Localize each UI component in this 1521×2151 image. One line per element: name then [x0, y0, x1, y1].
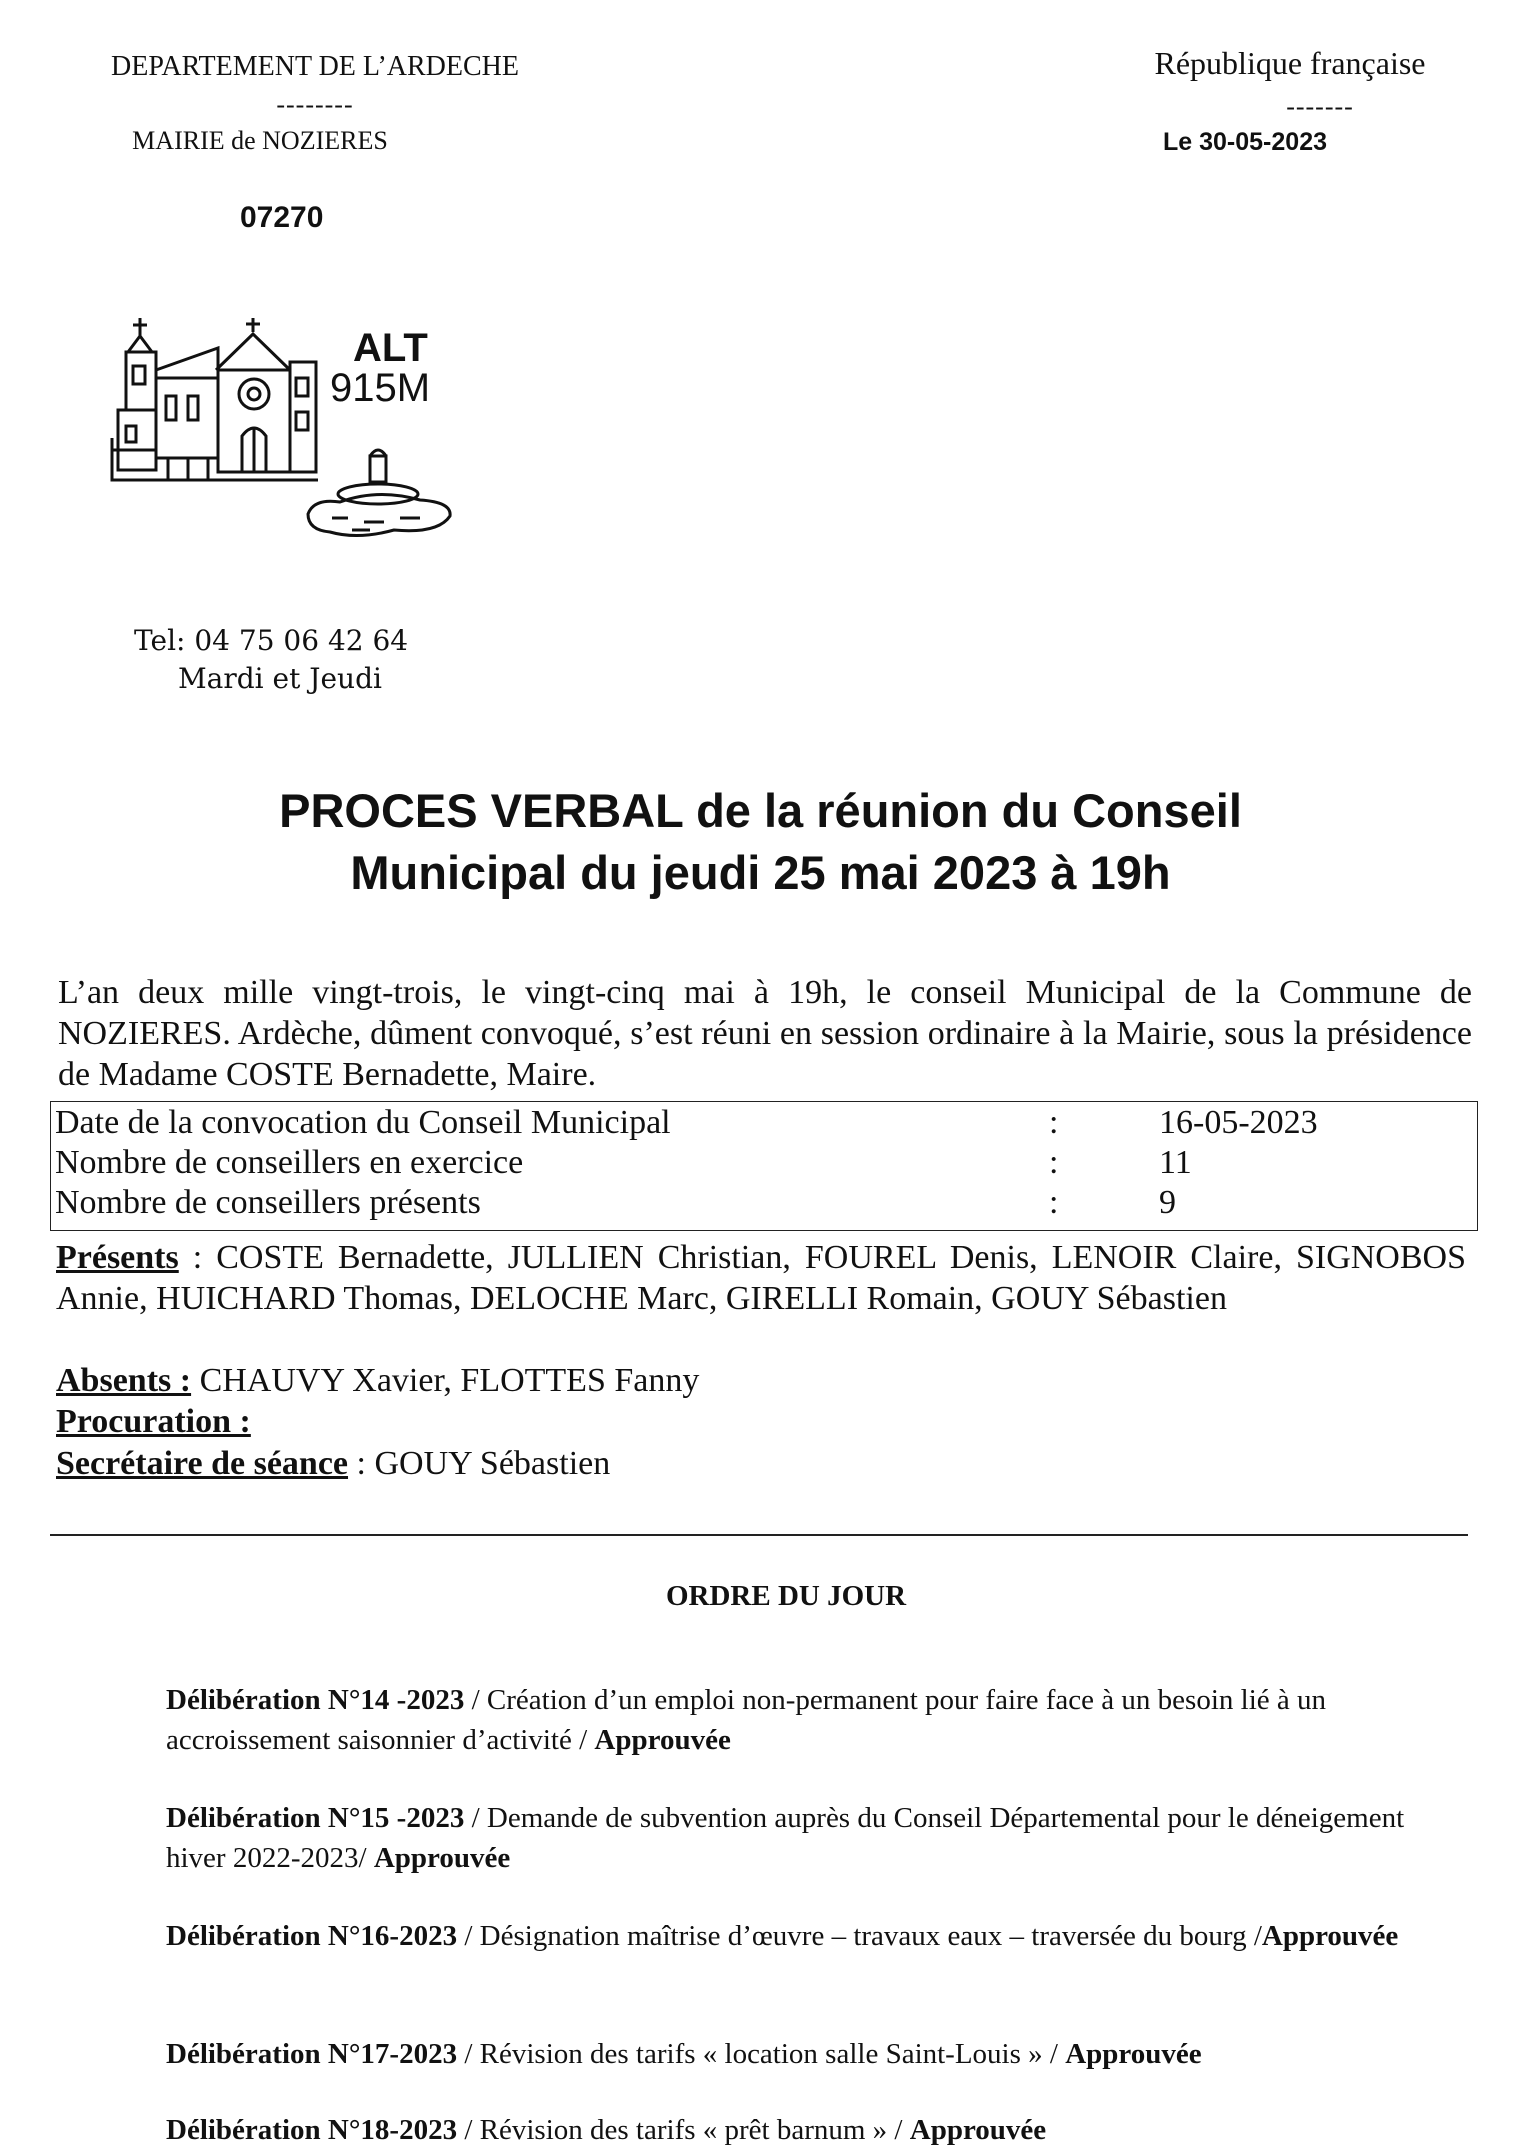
secretaire-label: Secrétaire de séance	[56, 1445, 349, 1482]
agenda-item-14	[166, 1680, 1431, 1760]
presents-separator: :	[178, 1239, 217, 1276]
agenda-item-ref: Délibération N°14 -2023	[166, 1684, 465, 1716]
mairie-name: MAIRIE de NOZIERES	[132, 126, 388, 155]
telephone: Tel: 04 75 06 42 64	[134, 624, 409, 657]
agenda-item-status: Approuvée	[594, 1724, 731, 1756]
convocation-table-box	[50, 1101, 1478, 1231]
agenda-item-ref: Délibération N°15 -2023	[166, 1802, 465, 1834]
postal-code: 07270	[240, 201, 324, 234]
title-line-2: Municipal du jeudi 25 mai 2023 à 19h	[350, 846, 1171, 899]
agenda-item-text: / Demande de subvention auprès du Conseil Départemental pour le déneigement hiver 2022-2023/	[166, 1802, 1405, 1874]
table-row	[51, 1143, 1318, 1183]
agenda-heading: ORDRE DU JOUR	[665, 1580, 907, 1612]
village-logo	[108, 308, 468, 540]
procuration-label: Procuration :	[56, 1403, 251, 1440]
agenda-item-text: / Révision des tarifs « prêt barnum » /	[457, 2114, 910, 2146]
conseillers-exercice-sep: :	[1049, 1144, 1059, 1181]
conseillers-presents-sep: :	[1049, 1184, 1059, 1221]
absents-line	[56, 1360, 1466, 1401]
procuration-line	[56, 1401, 1466, 1442]
page-title	[40, 780, 1481, 904]
agenda-item-status: Approuvée	[1261, 1920, 1399, 1952]
header-left-separator: --------	[276, 90, 354, 119]
agenda-item-text: / Désignation maîtrise d’œuvre – travaux eaux – traversée du bourg /	[457, 1920, 1262, 1952]
agenda-item-ref: Délibération N°18-2023	[166, 2114, 458, 2146]
table-row	[51, 1183, 1318, 1223]
agenda-item-status: Approuvée	[1065, 2038, 1202, 2070]
agenda-item-status: Approuvée	[909, 2114, 1047, 2146]
republic-label: République française	[1154, 45, 1426, 81]
agenda-item-15	[166, 1798, 1406, 1878]
title-line-1: PROCES VERBAL de la réunion du Conseil	[279, 784, 1242, 837]
presents-paragraph	[56, 1237, 1466, 1319]
document-date: Le 30-05-2023	[1163, 128, 1328, 156]
conseillers-presents-label: Nombre de conseillers présents	[55, 1184, 481, 1221]
table-row	[51, 1103, 1318, 1143]
agenda-item-text: / Création d’un emploi non-permanent pour faire face à un besoin lié à un accroissement saisonnier d’activité /	[166, 1684, 1326, 1756]
convocation-table	[51, 1103, 1318, 1223]
conseillers-exercice-label: Nombre de conseillers en exercice	[55, 1144, 524, 1181]
section-divider	[50, 1534, 1468, 1536]
altitude-label: ALT	[353, 326, 428, 370]
agenda-item-text: / Révision des tarifs « location salle Saint-Louis » /	[457, 2038, 1066, 2070]
agenda-item-status: Approuvée	[373, 1842, 511, 1874]
agenda-item-16	[166, 1916, 1406, 1956]
convocation-value: 16-05-2023	[1159, 1104, 1318, 1141]
header-right-separator: -------	[1286, 92, 1354, 121]
conseillers-presents-value: 9	[1159, 1184, 1176, 1221]
agenda-item-17	[166, 2034, 1431, 2074]
altitude-value: 915M	[330, 366, 431, 410]
absents-list: CHAUVY Xavier, FLOTTES Fanny	[191, 1362, 700, 1399]
opening-days: Mardi et Jeudi	[178, 662, 382, 695]
intro-paragraph: L’an deux mille vingt-trois, le vingt-cinq mai à 19h, le conseil Municipal de la Commune de NOZIERES. Ardèche, dûment convoqué, s’est réuni en session ordinaire à la Mairie, sous la présidence de Madame COSTE Bernadette, Maire.	[58, 974, 1472, 1093]
conseillers-exercice-value: 11	[1159, 1144, 1192, 1181]
secretaire-name: : GOUY Sébastien	[348, 1445, 611, 1482]
agenda-item-18	[166, 2110, 1431, 2150]
department-name: DEPARTEMENT DE L’ARDECHE	[111, 51, 519, 82]
agenda-item-ref: Délibération N°16-2023	[166, 1920, 458, 1952]
absents-label: Absents :	[56, 1362, 192, 1399]
convocation-label: Date de la convocation du Conseil Municipal	[55, 1104, 671, 1141]
secretaire-line	[56, 1443, 1466, 1484]
convocation-sep: :	[1049, 1104, 1059, 1141]
presents-label: Présents	[56, 1239, 179, 1276]
presents-list: COSTE Bernadette, JULLIEN Christian, FOUREL Denis, LENOIR Claire, SIGNOBOS Annie, HUICHARD Thomas, DELOCHE Marc, GIRELLI Romain, GOUY Sébastien	[56, 1239, 1466, 1317]
agenda-item-ref: Délibération N°17-2023	[166, 2038, 458, 2070]
